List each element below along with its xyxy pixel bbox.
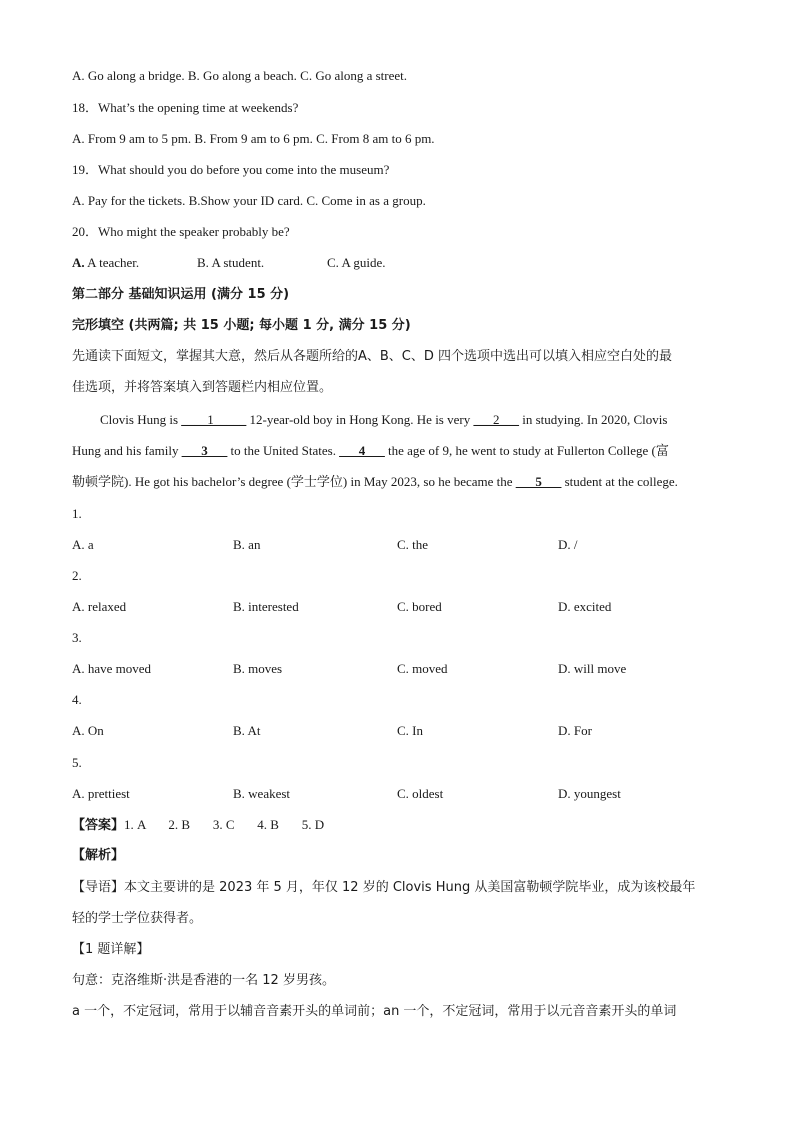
detail1-label: 【1 题详解】 [72, 942, 150, 957]
cloze-title: 完形填空 (共两篇; 共 15 小题; 每小题 1 分, 满分 15 分) [72, 318, 411, 333]
q1-option-d: D. / [558, 537, 578, 552]
q3-option-c: C. moved [397, 661, 448, 676]
question-1-number: 1. [72, 506, 82, 521]
blank-3: ___3___ [181, 443, 228, 458]
passage-text: 勒顿学院). He got his bachelor’s degree (学士学位) in May 2023, so he became the [72, 474, 516, 489]
passage-text: student at the college. [561, 474, 678, 489]
q2-option-c: C. bored [397, 599, 442, 614]
blank-5: ___5___ [515, 474, 562, 489]
q4-option-a: A. On [72, 723, 104, 738]
blank-2: ___2___ [473, 412, 519, 427]
guide-line1 [72, 880, 695, 896]
q4-option-c: C. In [397, 723, 423, 738]
instructions-line1: 先通读下面短文，掌握其大意，然后从各题所给的A、B、C、D 四个选项中选出可以填入相应空白处的最 [72, 349, 673, 364]
analysis-label: 【解析】 [72, 848, 125, 863]
q18-question: 18．What’s the opening time at weekends? [72, 100, 299, 115]
q5-option-b: B. weakest [233, 786, 291, 801]
answer-label: 【答案】 [72, 818, 125, 833]
blank-4: ___4___ [339, 443, 385, 458]
q1-option-a: A. a [72, 537, 94, 552]
q17-options: A. Go along a bridge. B. Go along a beach. C. Go along a street. [72, 68, 408, 83]
q20-options [72, 255, 386, 271]
answer-row [72, 817, 324, 834]
passage-line3 [72, 474, 678, 490]
q3-option-b: B. moves [233, 661, 283, 676]
passage-line1 [100, 412, 667, 428]
passage-text: 12-year-old boy in Hong Kong. He is very [246, 412, 474, 427]
passage-text: in studying. In 2020, Clovis [518, 412, 668, 427]
passage-text: Hung and his family [72, 443, 182, 458]
q4-option-d: D. For [558, 723, 592, 738]
blank-1: ____1_____ [181, 412, 247, 427]
passage-line2 [72, 443, 669, 459]
explanation: a 一个，不定冠词，常用于以辅音音素开头的单词前；an 一个，不定冠词，常用于以元音音素开头的单词 [72, 1004, 677, 1019]
q3-option-d: D. will move [558, 661, 627, 676]
q5-option-a: A. prettiest [72, 786, 130, 801]
q2-option-d: D. excited [558, 599, 612, 614]
sentence-meaning: 句意：克洛维斯·洪是香港的一名 12 岁男孩。 [72, 973, 335, 988]
q2-option-b: B. interested [233, 599, 299, 614]
question-4-number: 4. [72, 692, 82, 707]
answer-values: 1. A 2. B 3. C 4. B 5. D [124, 817, 325, 832]
q20-option-a: A teacher. [84, 255, 140, 270]
question-5-number: 5. [72, 755, 82, 770]
passage-text: the age of 9, he went to study at Fullerton College (富 [384, 443, 669, 458]
q1-option-b: B. an [233, 537, 261, 552]
section2-title: 第二部分 基础知识运用 (满分 15 分) [72, 287, 290, 302]
q5-option-c: C. oldest [397, 786, 444, 801]
q1-option-c: C. the [397, 537, 429, 552]
q4-option-b: B. At [233, 723, 261, 738]
q5-option-d: D. youngest [558, 786, 621, 801]
q19-question: 19．What should you do before you come into the museum? [72, 162, 390, 177]
instructions-line2: 佳选项，并将答案填入到答题栏内相应位置。 [72, 380, 333, 395]
guide-text: 本文主要讲的是 2023 年 5 月，年仅 12 岁的 Clovis Hung 从美国富勒顿学院毕业，成为该校最年 [124, 880, 696, 895]
guide-line2: 轻的学士学位获得者。 [72, 911, 203, 926]
q20-option-c: C. A guide. [327, 255, 386, 270]
q19-options: A. Pay for the tickets. B.Show your ID card. C. Come in as a group. [72, 193, 426, 208]
q20-question: 20．Who might the speaker probably be? [72, 224, 290, 239]
q20-option-b: B. A student. [197, 255, 265, 270]
guide-label: 【导语】 [72, 880, 125, 895]
q2-option-a: A. relaxed [72, 599, 127, 614]
q18-options: A. From 9 am to 5 pm. B. From 9 am to 6 pm. C. From 8 am to 6 pm. [72, 131, 435, 146]
question-2-number: 2. [72, 568, 82, 583]
q20-option-a-letter: A. [72, 255, 85, 270]
passage-text: to the United States. [227, 443, 340, 458]
passage-text: Clovis Hung is [100, 412, 182, 427]
question-3-number: 3. [72, 630, 82, 645]
q3-option-a: A. have moved [72, 661, 152, 676]
